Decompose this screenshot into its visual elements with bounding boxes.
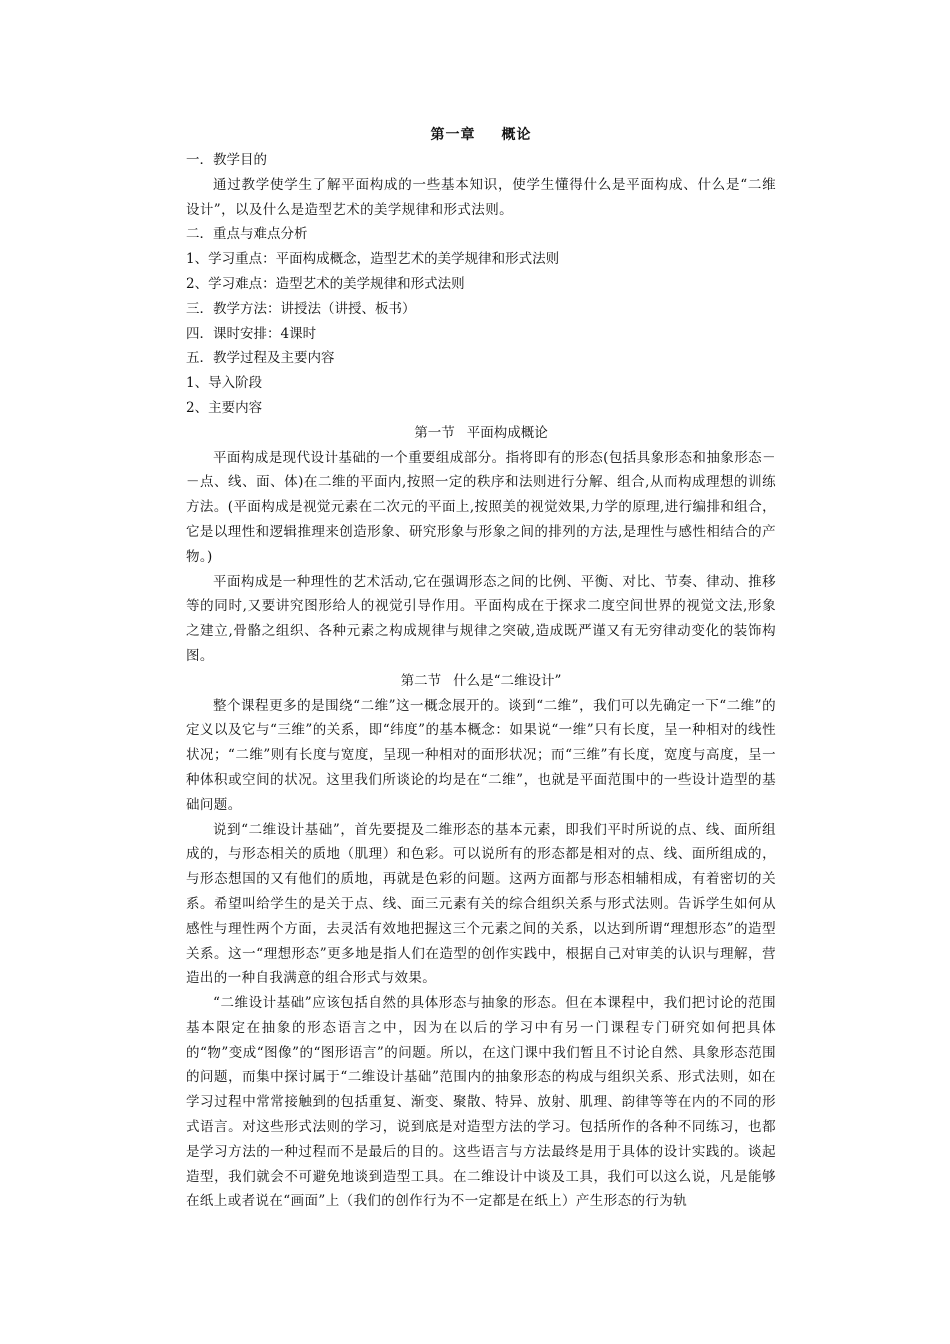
section2-paragraph-1: 整个课程更多的是围绕“二维”这一概念展开的。谈到“二维”，我们可以先确定一下“二维”的定义以及它与“三维”的关系，即“纬度”的基本概念：如果说“一维”只有长度，呈一种相对的线性状况；“二维”则有长度与宽度，呈现一种相对的面形状况；而“三维”有长度，宽度与高度，呈一种体积或空间的状况。这里我们所谈论的均是在“二维”，也就是平面范围中的一些设计造型的基础问题。 (186, 697, 776, 813)
analysis-heading: 二．重点与难点分析 (186, 226, 308, 243)
chapter-title (186, 122, 776, 148)
section2-name: 什么是“二维设计” (453, 672, 562, 689)
chapter-name: 概论 (501, 127, 532, 143)
section1-title (186, 421, 776, 446)
key-point: 1、学习重点：平面构成概念，造型艺术的美学规律和形式法则 (186, 251, 560, 268)
section2-number: 第二节 (400, 672, 442, 689)
teaching-method: 三．教学方法：讲授法（讲授、板书） (186, 300, 416, 317)
class-hours: 四．课时安排：4课时 (186, 325, 317, 342)
section1-name: 平面构成概论 (466, 424, 548, 441)
difficult-point: 2、学习难点：造型艺术的美学规律和形式法则 (186, 275, 465, 292)
section1-number: 第一节 (414, 424, 455, 441)
section1-paragraph-2: 平面构成是一种理性的艺术活动,它在强调形态之间的比例、平衡、对比、节奏、律动、推移等的同时,又要讲究图形给人的视觉引导作用。平面构成在于探求二度空间世界的视觉文法,形象之建立,骨骼之组织、各种元素之构成规律与规律之突破,造成既严谨又有无穷律动变化的装饰构图。 (186, 573, 776, 664)
document-page (186, 122, 776, 1214)
section2-paragraph-3: “二维设计基础”应该包括自然的具体形态与抽象的形态。但在本课程中，我们把讨论的范围基本限定在抽象的形态语言之中，因为在以后的学习中有另一门课程专门研究如何把具体的“物”变成“图像”的“图形语言”的问题。所以，在这门课中我们暂且不讨论自然、具象形态范围的问题，而集中探讨属于“二维设计基础”范围内的抽象形态的构成与组织关系、形式法则，如在学习过程中常常接触到的包括重复、渐变、聚散、特异、放射、肌理、韵律等等在内的不同的形式语言。对这些形式法则的学习，说到底是对造型方法的学习。包括所作的各种不同练习，也都是学习方法的一种过程而不是最后的目的。这些语言与方法最终是用于具体的设计实践的。谈起造型，我们就会不可避免地谈到造型工具。在二维设计中谈及工具，我们可以这么说，凡是能够在纸上或者说在“画面”上（我们的创作行为不一定都是在纸上）产生形态的行为轨 (186, 995, 776, 1210)
teaching-process: 五．教学过程及主要内容 (186, 350, 335, 367)
chapter-number: 第一章 (430, 127, 476, 143)
objective-heading: 一．教学目的 (186, 152, 267, 168)
objective-text: 通过教学使学生了解平面构成的一些基本知识，使学生懂得什么是平面构成、什么是“二维设计”，以及什么是造型艺术的美学规律和形式法则。 (186, 176, 776, 218)
step-intro: 1、导入阶段 (186, 375, 263, 392)
section2-title (186, 669, 776, 694)
section2-paragraph-2: 说到“二维设计基础”，首先要提及二维形态的基本元素，即我们平时所说的点、线、面所组成的，与形态相关的质地（肌理）和色彩。可以说所有的形态都是相对的点、线、面所组成的，与形态想国的又有他们的质地，再就是色彩的问题。这两方面都与形态相辅相成，有着密切的关系。希望叫给学生的是关于点、线、面三元素有关的综合组织关系与形式法则。告诉学生如何从感性与理性两个方面，去灵活有效地把握这三个元素之间的关系，以达到所谓“理想形态”的造型关系。这一“理想形态”更多地是指人们在造型的创作实践中，根据自己对审美的认识与理解，营造出的一种自我满意的组合形式与效果。 (186, 821, 776, 987)
section1-paragraph-1: 平面构成是现代设计基础的一个重要组成部分。指将即有的形态(包括具象形态和抽象形态－－点、线、面、体)在二维的平面内,按照一定的秩序和法则进行分解、组合,从而构成理想的训练方法。(平面构成是视觉元素在二次元的平面上,按照美的视觉效果,力学的原理,进行编排和组合，它是以理性和逻辑推理来创造形象、研究形象与形象之间的排列的方法,是理性与感性相结合的产物。) (186, 449, 776, 565)
step-main: 2、主要内容 (186, 399, 263, 416)
